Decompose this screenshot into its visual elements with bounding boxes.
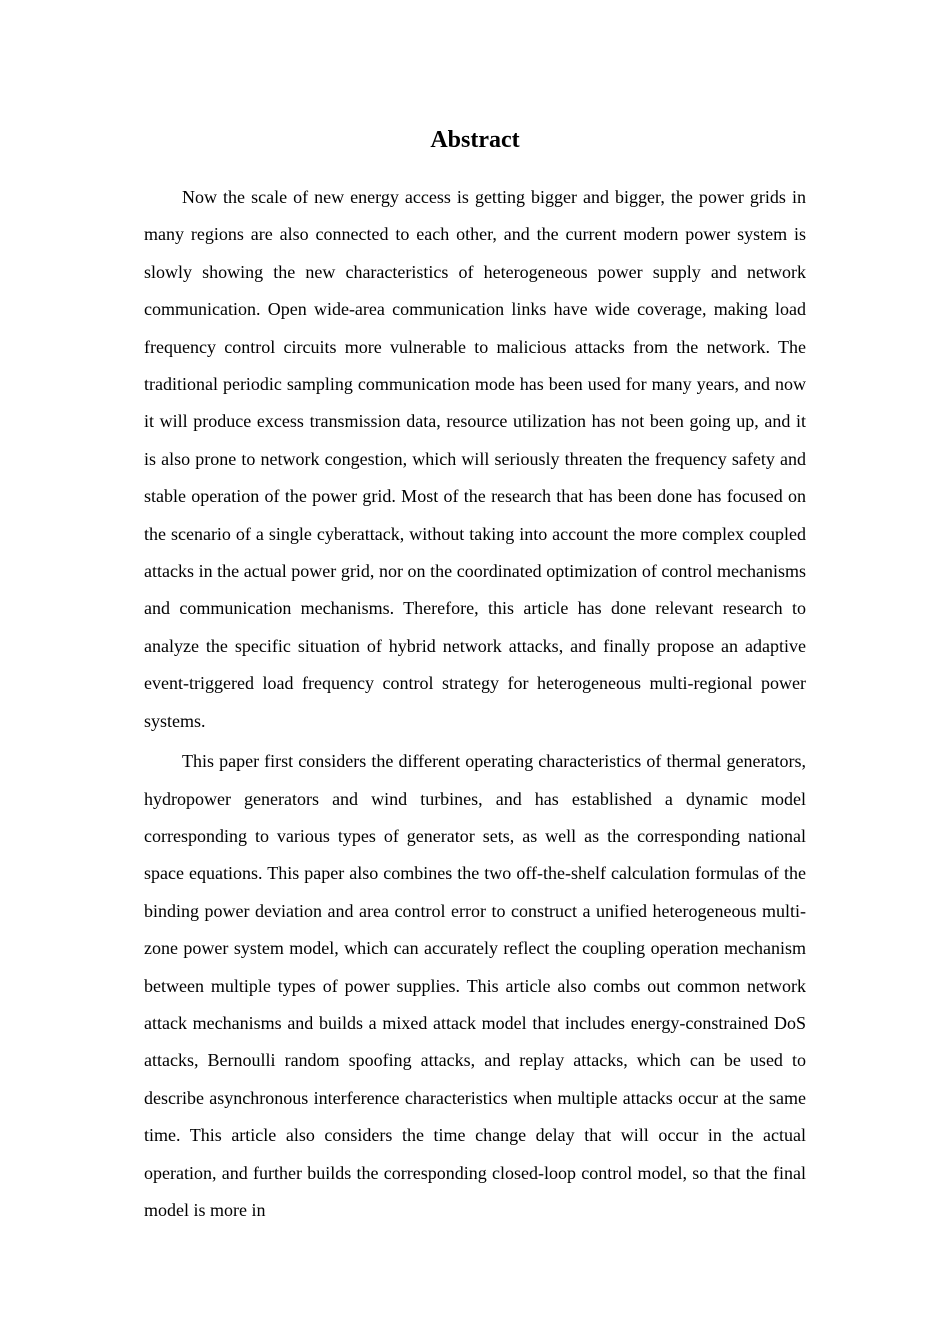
- abstract-body: [144, 179, 806, 1232]
- abstract-paragraph-2: This paper first considers the different operating characteristics of thermal generators, hydropower generators and wind turbines, and has established a dynamic model corresponding to various types of generator sets, as well as the corresponding national space equations. This paper also combines the two off-the-shelf calculation formulas of the binding power deviation and area control error to construct a unified heterogeneous multi-zone power system model, which can accurately reflect the coupling operation mechanism between multiple types of power supplies. This article also combs out common network attack mechanisms and builds a mixed attack model that includes energy-constrained DoS attacks, Bernoulli random spoofing attacks, and replay attacks, which can be used to describe asynchronous interference characteristics when multiple attacks occur at the same time. This article also considers the time change delay that will occur in the actual operation, and further builds the corresponding closed-loop control model, so that the final model is more in: [144, 751, 806, 1220]
- abstract-paragraph-1: Now the scale of new energy access is getting bigger and bigger, the power grids in many regions are also connected to each other, and the current modern power system is slowly showing the new characteristics of heterogeneous power supply and network communication. Open wide-area communication links have wide coverage, making load frequency control circuits more vulnerable to malicious attacks from the network. The traditional periodic sampling communication mode has been used for many years, and now it will produce excess transmission data, resource utilization has not been going up, and it is also prone to network congestion, which will seriously threaten the frequency safety and stable operation of the power grid. Most of the research that has been done has focused on the scenario of a single cyberattack, without taking into account the more complex coupled attacks in the actual power grid, nor on the coordinated optimization of control mechanisms and communication mechanisms. Therefore, this article has done relevant research to analyze the specific situation of hybrid network attacks, and finally propose an adaptive event-triggered load frequency control strategy for heterogeneous multi-regional power systems.: [144, 187, 806, 731]
- abstract-heading: Abstract: [430, 127, 520, 153]
